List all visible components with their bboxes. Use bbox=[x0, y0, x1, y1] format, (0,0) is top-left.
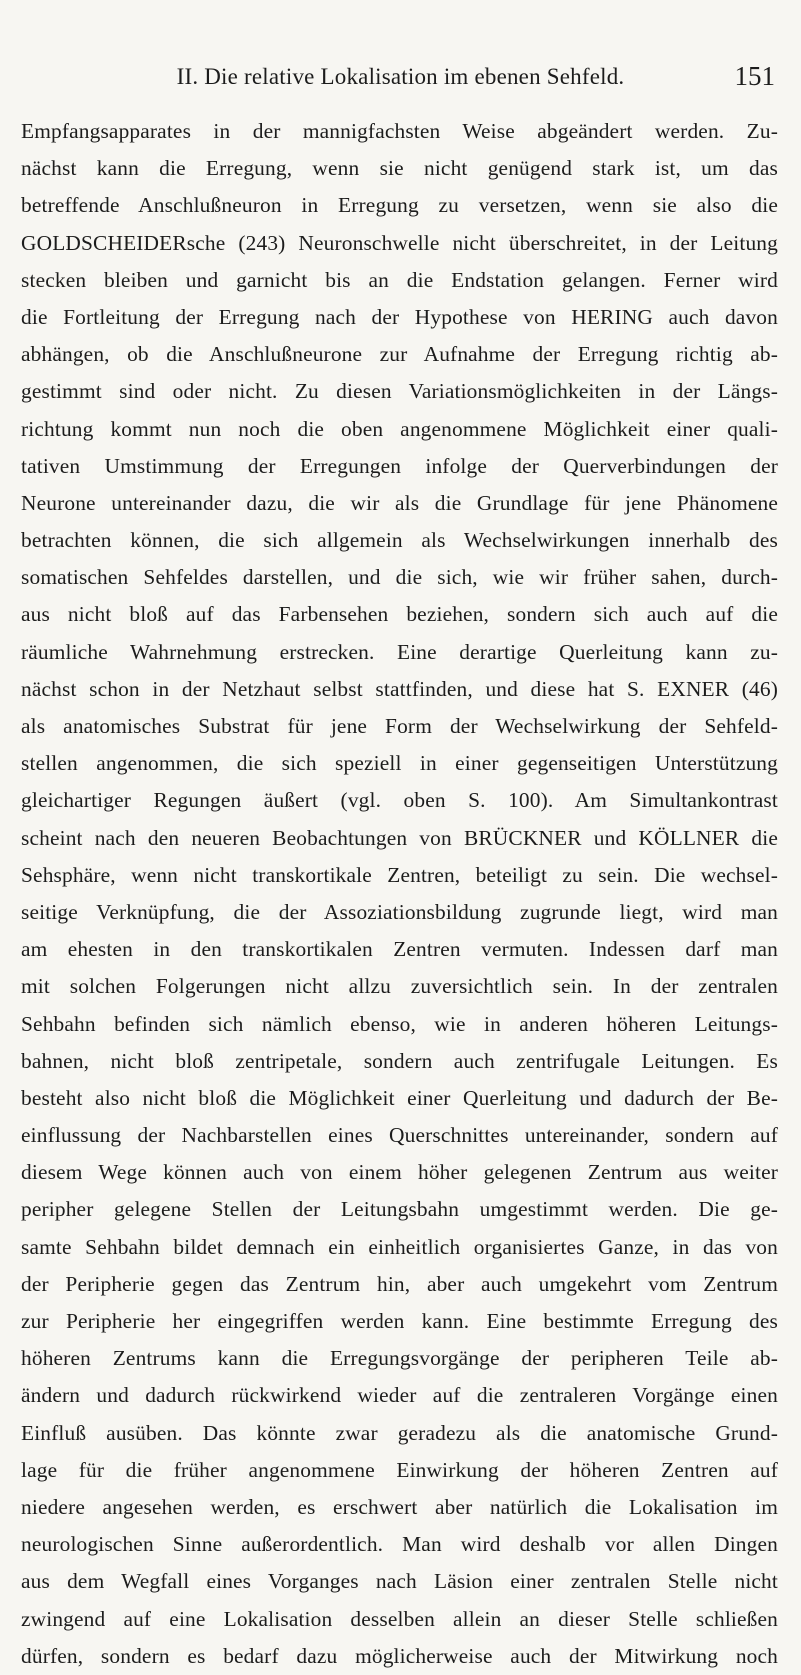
text-line: zwingend auf eine Lokalisation desselben allein an dieser Stelle schließen bbox=[21, 1606, 778, 1631]
text-line: dürfen, sondern es bedarf dazu möglicherweise auch der Mitwirkung noch bbox=[21, 1643, 778, 1668]
text-line: Einfluß ausüben. Das könnte zwar geradezu als die anatomische Grund- bbox=[21, 1420, 778, 1445]
text-line: niedere angesehen werden, es erschwert aber natürlich die Lokalisation im bbox=[21, 1494, 778, 1519]
text-line: der Peripherie gegen das Zentrum hin, aber auch umgekehrt vom Zentrum bbox=[21, 1271, 778, 1296]
text-line: besteht also nicht bloß die Möglichkeit einer Querleitung und dadurch der Be- bbox=[21, 1085, 778, 1110]
text-line: am ehesten in den transkortikalen Zentren vermuten. Indessen darf man bbox=[21, 937, 778, 962]
text-line: Sehsphäre, wenn nicht transkortikale Zentren, beteiligt zu sein. Die wechsel- bbox=[21, 862, 778, 887]
running-title: II. Die relative Lokalisation im ebenen Sehfeld. bbox=[176, 64, 625, 89]
text-line: stellen angenommen, die sich speziell in einer gegenseitigen Unterstützung bbox=[21, 751, 778, 776]
text-line: mit solchen Folgerungen nicht allzu zuversichtlich sein. In der zentralen bbox=[21, 974, 778, 999]
text-line: Sehbahn befinden sich nämlich ebenso, wie in anderen höheren Leitungs- bbox=[21, 1011, 778, 1036]
text-line: ändern und dadurch rückwirkend wieder auf die zentraleren Vorgänge einen bbox=[21, 1383, 778, 1408]
text-line: aus dem Wegfall eines Vorganges nach Läsion einer zentralen Stelle nicht bbox=[21, 1569, 778, 1594]
text-line: stecken bleiben und garnicht bis an die Endstation gelangen. Ferner wird bbox=[21, 267, 778, 292]
text-line: tativen Umstimmung der Erregungen infolge der Querverbindungen der bbox=[21, 453, 778, 478]
text-line: samte Sehbahn bildet demnach ein einheitlich organisiertes Ganze, in das von bbox=[21, 1234, 778, 1259]
text-line: betrachten können, die sich allgemein als Wechselwirkungen innerhalb des bbox=[21, 528, 778, 553]
text-line: seitige Verknüpfung, die der Assoziationsbildung zugrunde liegt, wird man bbox=[21, 899, 778, 924]
text-line: scheint nach den neueren Beobachtungen von BRÜCKNER und KÖLLNER die bbox=[21, 825, 778, 850]
text-line: abhängen, ob die Anschlußneurone zur Aufnahme der Erregung richtig ab- bbox=[21, 342, 778, 367]
body-text bbox=[21, 113, 778, 1675]
text-line: lage für die früher angenommene Einwirkung der höheren Zentren auf bbox=[21, 1457, 778, 1482]
text-line: nächst schon in der Netzhaut selbst stattfinden, und diese hat S. EXNER (46) bbox=[21, 676, 778, 701]
text-line: gleichartiger Regungen äußert (vgl. oben S. 100). Am Simultankontrast bbox=[21, 788, 778, 813]
text-line: somatischen Sehfeldes darstellen, und die sich, wie wir früher sahen, durch- bbox=[21, 565, 778, 590]
text-line: GOLDSCHEIDERsche (243) Neuronschwelle nicht überschreitet, in der Leitung bbox=[21, 230, 778, 255]
text-line: die Fortleitung der Erregung nach der Hypothese von HERING auch davon bbox=[21, 304, 778, 329]
text-line: einflussung der Nachbarstellen eines Querschnittes untereinander, sondern auf bbox=[21, 1123, 778, 1148]
text-line: höheren Zentrums kann die Erregungsvorgänge der peripheren Teile ab- bbox=[21, 1346, 778, 1371]
text-line: räumliche Wahrnehmung erstrecken. Eine derartige Querleitung kann zu- bbox=[21, 639, 778, 664]
text-line: Neurone untereinander dazu, die wir als die Grundlage für jene Phänomene bbox=[21, 490, 778, 515]
text-line: Empfangsapparates in der mannigfachsten Weise abgeändert werden. Zu- bbox=[21, 119, 778, 143]
text-line: peripher gelegene Stellen der Leitungsbahn umgestimmt werden. Die ge- bbox=[21, 1197, 778, 1222]
text-line: diesem Wege können auch von einem höher gelegenen Zentrum aus weiter bbox=[21, 1160, 778, 1185]
text-line: zur Peripherie her eingegriffen werden kann. Eine bestimmte Erregung des bbox=[21, 1309, 778, 1333]
text-line: gestimmt sind oder nicht. Zu diesen Variationsmöglichkeiten in der Längs- bbox=[21, 379, 778, 404]
text-line: richtung kommt nun noch die oben angenommene Möglichkeit einer quali- bbox=[21, 416, 778, 441]
page-number: 151 bbox=[734, 61, 775, 91]
text-line: aus nicht bloß auf das Farbensehen beziehen, sondern sich auch auf die bbox=[21, 602, 778, 627]
text-line: neurologischen Sinne außerordentlich. Man wird deshalb vor allen Dingen bbox=[21, 1532, 778, 1557]
text-line: bahnen, nicht bloß zentripetale, sondern auch zentrifugale Leitungen. Es bbox=[21, 1048, 778, 1073]
text-line: betreffende Anschlußneuron in Erregung zu versetzen, wenn sie also die bbox=[21, 193, 778, 218]
running-head bbox=[0, 62, 801, 96]
text-line: nächst kann die Erregung, wenn sie nicht genügend stark ist, um das bbox=[21, 156, 778, 181]
text-line: als anatomisches Substrat für jene Form der Wechselwirkung der Sehfeld- bbox=[21, 714, 778, 738]
